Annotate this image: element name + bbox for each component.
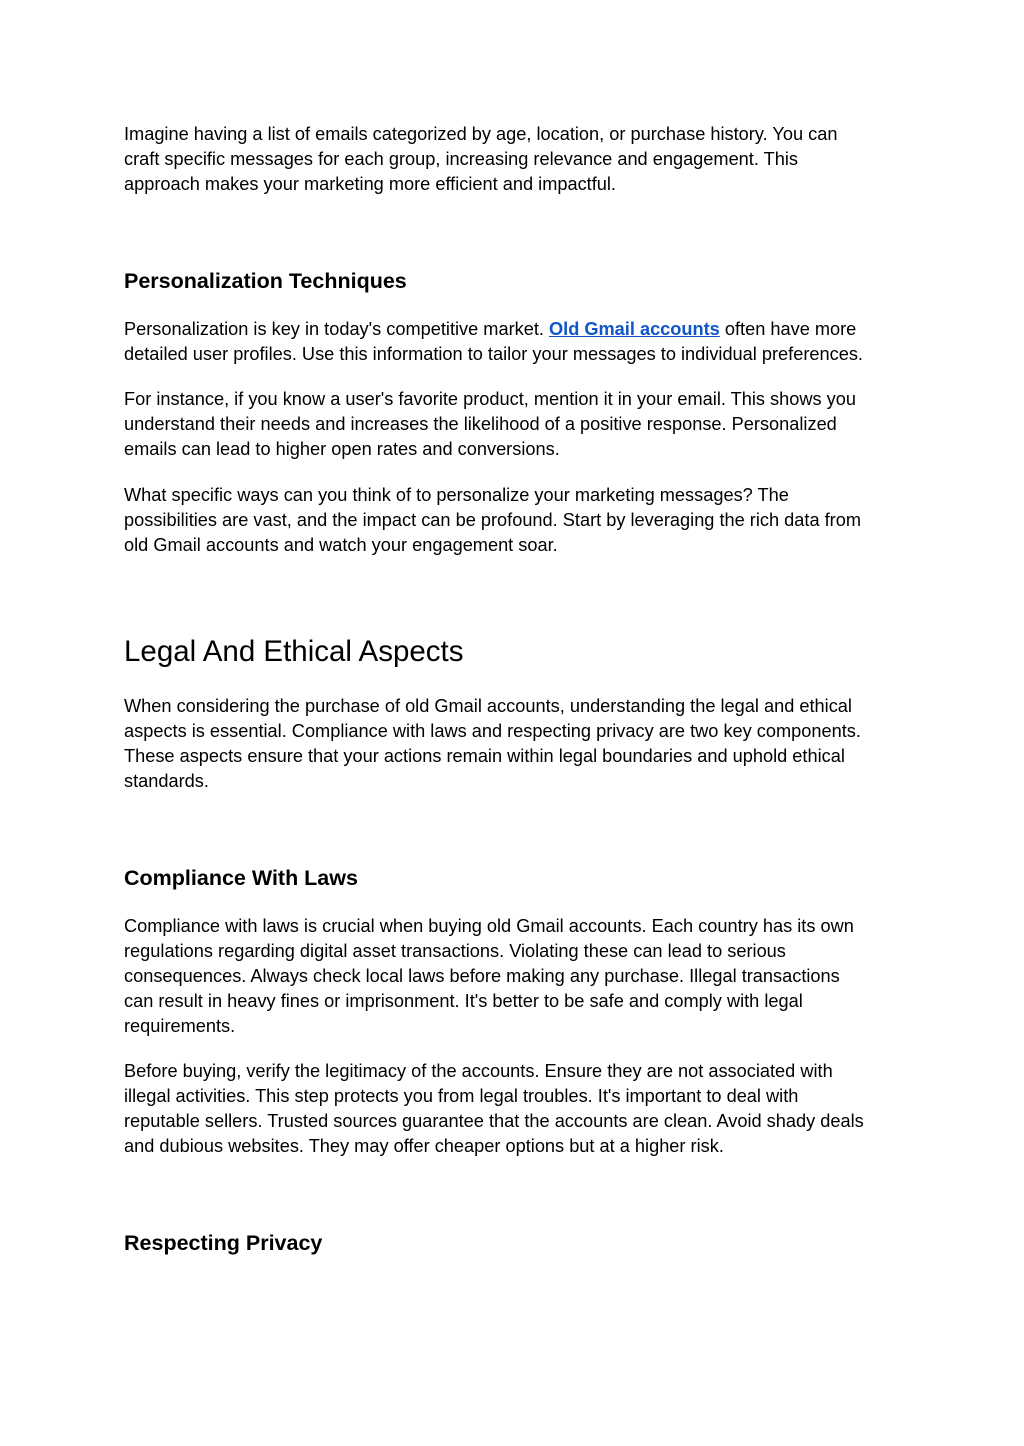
heading-respecting-privacy: Respecting Privacy	[124, 1231, 323, 1255]
compliance-p1-line-3: consequences. Always check local laws before making any purchase. Illegal transactions	[124, 966, 840, 986]
heading-legal-and-ethical-aspects: Legal And Ethical Aspects	[124, 635, 464, 668]
compliance-p1-line-1: Compliance with laws is crucial when buying old Gmail accounts. Each country has its own	[124, 916, 854, 936]
personalization-p1-line-1	[124, 317, 904, 342]
legal-p1-line-3: These aspects ensure that your actions remain within legal boundaries and uphold ethical	[124, 746, 845, 766]
personalization-p3-line-3: old Gmail accounts and watch your engagement soar.	[124, 535, 558, 555]
personalization-p1-line-2: detailed user profiles. Use this information to tailor your messages to individual preferences.	[124, 344, 863, 364]
personalization-p1-text-before-link: Personalization is key in today's competitive market.	[124, 319, 549, 339]
legal-p1-line-1: When considering the purchase of old Gmail accounts, understanding the legal and ethical	[124, 696, 852, 716]
compliance-p2-line-1: Before buying, verify the legitimacy of the accounts. Ensure they are not associated with	[124, 1061, 833, 1081]
heading-personalization-techniques: Personalization Techniques	[124, 269, 407, 293]
legal-paragraph-1	[124, 694, 904, 794]
intro-paragraph	[124, 122, 904, 197]
legal-p1-line-2: aspects is essential. Compliance with laws and respecting privacy are two key components.	[124, 721, 861, 741]
personalization-p2-line-2: understand their needs and increases the likelihood of a positive response. Personalized	[124, 414, 837, 434]
compliance-paragraph-2	[124, 1059, 904, 1159]
intro-line-2: craft specific messages for each group, increasing relevance and engagement. This	[124, 149, 798, 169]
compliance-p2-line-2: illegal activities. This step protects you from legal troubles. It's important to deal with	[124, 1086, 799, 1106]
heading-compliance-with-laws: Compliance With Laws	[124, 866, 358, 890]
personalization-paragraph-2	[124, 387, 904, 462]
personalization-p2-line-1: For instance, if you know a user's favorite product, mention it in your email. This shows you	[124, 389, 856, 409]
personalization-paragraph-3	[124, 483, 904, 558]
intro-line-1: Imagine having a list of emails categorized by age, location, or purchase history. You can	[124, 124, 838, 144]
personalization-p3-line-1: What specific ways can you think of to personalize your marketing messages? The	[124, 485, 789, 505]
personalization-p1-text-after-link: often have more	[719, 319, 857, 339]
old-gmail-accounts-link[interactable]: Old Gmail accounts	[549, 319, 720, 339]
intro-line-3: approach makes your marketing more efficient and impactful.	[124, 174, 616, 194]
compliance-p1-line-4: can result in heavy fines or imprisonment. It's better to be safe and comply with legal	[124, 991, 803, 1011]
legal-p1-line-4: standards.	[124, 771, 209, 791]
compliance-p2-line-4: and dubious websites. They may offer cheaper options but at a higher risk.	[124, 1136, 724, 1156]
compliance-p1-line-2: regulations regarding digital asset transactions. Violating these can lead to serious	[124, 941, 786, 961]
personalization-p2-line-3: emails can lead to higher open rates and conversions.	[124, 439, 560, 459]
compliance-p1-line-5: requirements.	[124, 1016, 236, 1036]
personalization-paragraph-1	[124, 317, 904, 367]
personalization-p3-line-2: possibilities are vast, and the impact can be profound. Start by leveraging the rich data from	[124, 510, 861, 530]
compliance-paragraph-1	[124, 914, 904, 1039]
compliance-p2-line-3: reputable sellers. Trusted sources guarantee that the accounts are clean. Avoid shady deals	[124, 1111, 864, 1131]
